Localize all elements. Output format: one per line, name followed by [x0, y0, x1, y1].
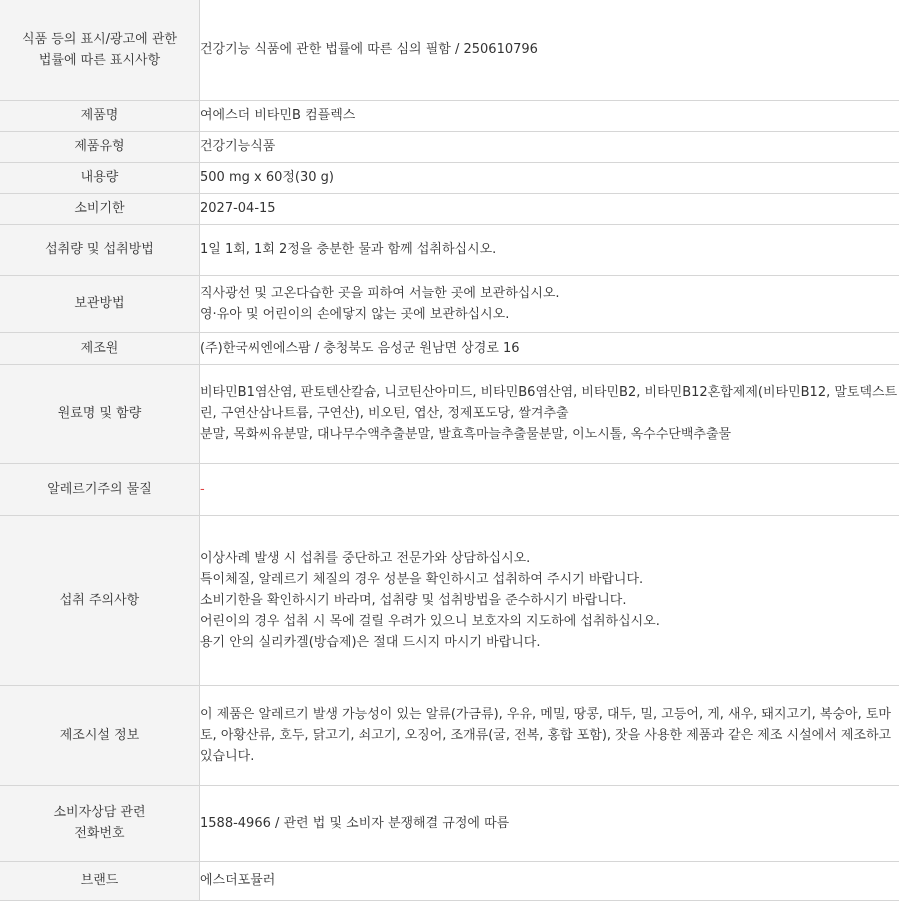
row-value [200, 515, 899, 685]
row-label [0, 275, 200, 332]
row-value [200, 0, 899, 100]
row-label-text: 섭취량 및 섭취방법 [0, 239, 199, 260]
row-label [0, 515, 200, 685]
row-value [200, 100, 899, 131]
row-value-text: 특이체질, 알레르기 체질의 경우 성분을 확인하시고 섭취하여 주시기 바랍니다. [200, 569, 899, 590]
table-row [0, 162, 899, 193]
row-label-text: 보관방법 [0, 293, 199, 314]
row-label-text: 내용량 [0, 167, 199, 188]
row-value [200, 861, 899, 900]
table-row [0, 364, 899, 463]
row-label [0, 332, 200, 364]
row-label [0, 0, 200, 100]
table-row [0, 463, 899, 515]
row-value-text: 이 제품은 알레르기 발생 가능성이 있는 알류(가금류), 우유, 메밀, 땅콩, 대두, 밀, 고등어, 게, 새우, 돼지고기, 복숭아, 토마토, 아황산류, 호두, 닭고기, 쇠고기, 오징어, 조개류(굴, 전복, 홍합 포함), 잣을 사용한 제품과 같은 제조 시설에서 제조하고 있습니다. [200, 704, 899, 767]
row-value-text: (주)한국씨엔에스팜 / 충청북도 음성군 원남면 상경로 16 [200, 338, 899, 359]
allergen-none-text: - [200, 479, 899, 500]
table-row [0, 685, 899, 785]
row-label-text: 원료명 및 함량 [0, 403, 199, 424]
row-value [200, 364, 899, 463]
row-label [0, 162, 200, 193]
row-label [0, 100, 200, 131]
row-label-text: 제품명 [0, 105, 199, 126]
row-value-text: 2027-04-15 [200, 198, 899, 219]
row-label [0, 785, 200, 861]
row-label-text: 법률에 따른 표시사항 [0, 50, 199, 71]
row-value-text: 소비기한을 확인하시기 바라며, 섭취량 및 섭취방법을 준수하시기 바랍니다. [200, 590, 899, 611]
row-value-text: 용기 안의 실리카겔(방습제)은 절대 드시지 마시기 바랍니다. [200, 632, 899, 653]
row-label-text: 전화번호 [0, 823, 199, 844]
row-label-text: 섭취 주의사항 [0, 590, 199, 611]
table-row [0, 0, 899, 100]
row-value-text: 건강기능식품 [200, 136, 899, 157]
row-value [200, 224, 899, 275]
row-value-text: 비타민B1염산염, 판토텐산칼슘, 니코틴산아미드, 비타민B6염산염, 비타민B2, 비타민B12혼합제제(비타민B12, 말토덱스트린, 구연산삼나트륨, 구연산), 비오틴, 엽산, 정제포도당, 쌀겨추출 [200, 382, 899, 424]
row-value-text: 어린이의 경우 섭취 시 목에 걸릴 우려가 있으니 보호자의 지도하에 섭취하십시오. [200, 611, 899, 632]
table-row [0, 100, 899, 131]
row-label [0, 224, 200, 275]
row-value [200, 162, 899, 193]
row-value [200, 275, 899, 332]
row-label-text: 제조시설 정보 [0, 725, 199, 746]
row-label [0, 193, 200, 224]
row-label [0, 131, 200, 162]
row-value-text: 이상사례 발생 시 섭취를 중단하고 전문가와 상담하십시오. [200, 548, 899, 569]
row-value-text: 건강기능 식품에 관한 법률에 따른 심의 필함 / 250610796 [200, 39, 899, 60]
row-value-text: 직사광선 및 고온다습한 곳을 피하여 서늘한 곳에 보관하십시오. [200, 283, 899, 304]
row-label-text: 제품유형 [0, 136, 199, 157]
row-value [200, 785, 899, 861]
table-row [0, 332, 899, 364]
row-label-text: 알레르기주의 물질 [0, 479, 199, 500]
table-row [0, 224, 899, 275]
row-value-text: 여에스더 비타민B 컴플렉스 [200, 105, 899, 126]
row-value-text: 500 mg x 60정(30 g) [200, 167, 899, 188]
row-value-text: 에스더포뮬러 [200, 870, 899, 891]
row-label-text: 브랜드 [0, 870, 199, 891]
table-row [0, 275, 899, 332]
table-row [0, 861, 899, 900]
row-value [200, 131, 899, 162]
row-value-text: 1일 1회, 1회 2정을 충분한 물과 함께 섭취하십시오. [200, 239, 899, 260]
row-label-text: 제조원 [0, 338, 199, 359]
row-value [200, 332, 899, 364]
row-value [200, 193, 899, 224]
row-label-text: 식품 등의 표시/광고에 관한 [0, 29, 199, 50]
row-label-text: 소비기한 [0, 198, 199, 219]
row-value-text: 1588-4966 / 관련 법 및 소비자 분쟁해결 규정에 따름 [200, 813, 899, 834]
row-value-text: 분말, 목화씨유분말, 대나무수액추출분말, 발효흑마늘추출물분말, 이노시톨, 옥수수단백추출물 [200, 424, 899, 445]
row-label [0, 861, 200, 900]
table-row [0, 131, 899, 162]
row-label-text: 소비자상담 관련 [0, 802, 199, 823]
row-value [200, 685, 899, 785]
table-row [0, 515, 899, 685]
row-value-text: 영·유아 및 어린이의 손에닿지 않는 곳에 보관하십시오. [200, 304, 899, 325]
table-row [0, 193, 899, 224]
row-value [200, 463, 899, 515]
table-row [0, 785, 899, 861]
row-label [0, 463, 200, 515]
row-label [0, 685, 200, 785]
row-label [0, 364, 200, 463]
